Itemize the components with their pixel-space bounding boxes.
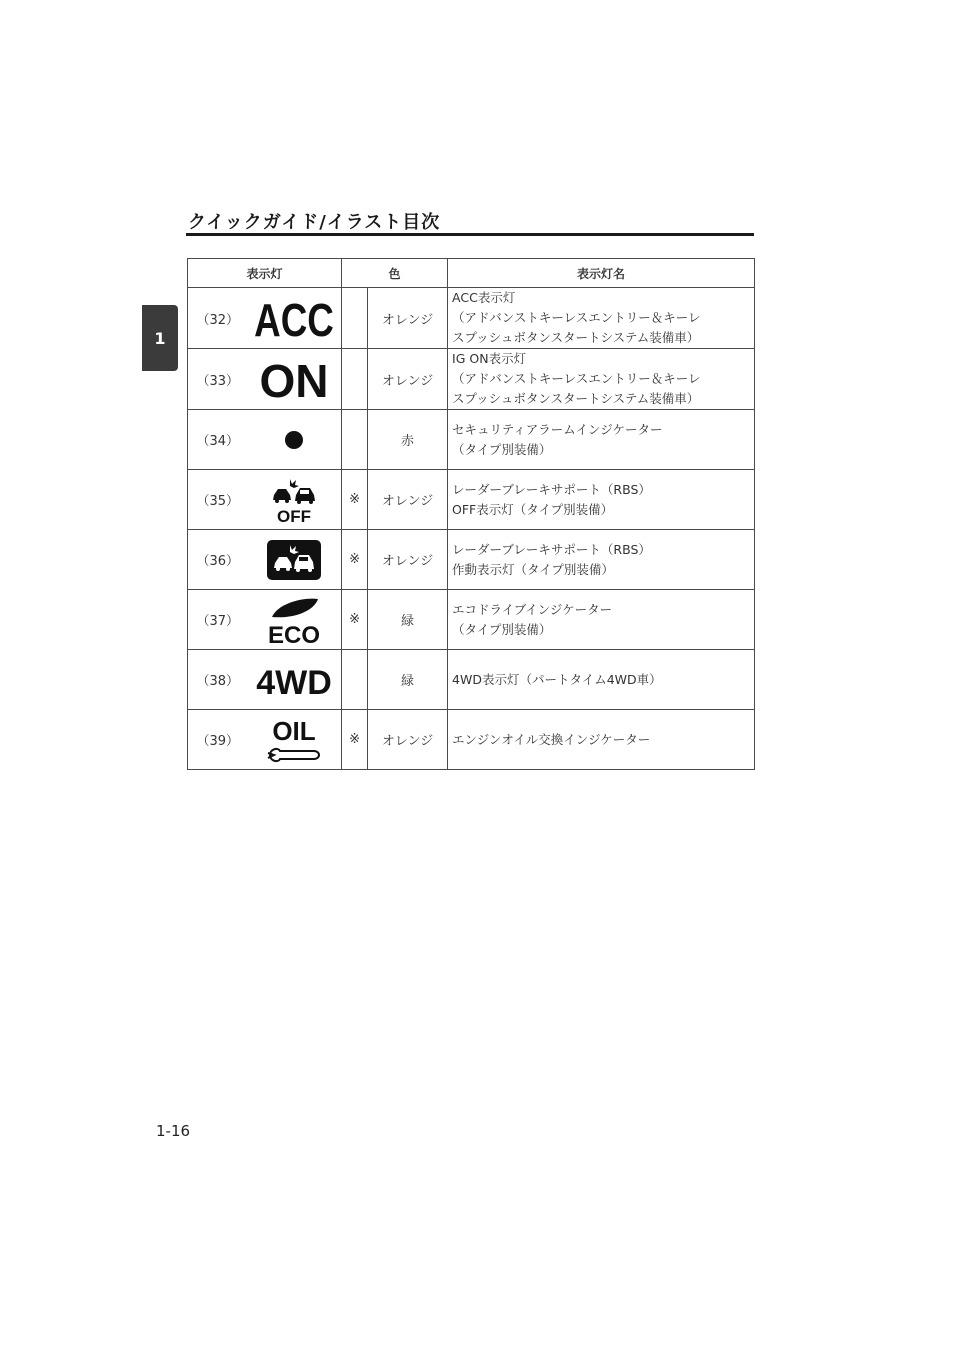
4wd-indicator-icon	[248, 650, 342, 710]
indicator-name-line: スプッシュボタンスタートシステム装備車）	[452, 391, 700, 406]
note-mark: ※	[342, 470, 368, 530]
indicator-name-line: レーダーブレーキサポート（RBS）	[452, 541, 651, 557]
oil-text: OIL	[272, 715, 316, 746]
indicator-name-line: （タイプ別装備）	[452, 621, 552, 637]
row-number: （39）	[188, 710, 248, 770]
acc-indicator-icon	[248, 288, 342, 349]
row-number: （35）	[188, 470, 248, 530]
indicator-name	[448, 349, 755, 410]
table-row	[188, 530, 755, 590]
indicator-name-line: スプッシュボタンスタートシステム装備車）	[452, 330, 700, 345]
indicator-name-line: セキュリティアラームインジケーター	[452, 421, 663, 437]
indicator-name	[448, 470, 755, 530]
indicator-name	[448, 710, 755, 770]
table-row	[188, 410, 755, 470]
table-row	[188, 710, 755, 770]
indicator-name-line: 4WD表示灯（パートタイム4WD車）	[452, 671, 662, 687]
indicator-name	[448, 530, 755, 590]
indicator-name-line: エコドライブインジケーター	[452, 601, 613, 617]
row-number: （34）	[188, 410, 248, 470]
chapter-tab: 1	[142, 305, 178, 371]
indicator-name-line: エンジンオイル交換インジケーター	[452, 731, 651, 747]
table-row	[188, 650, 755, 710]
rbs-off-indicator-icon	[248, 470, 342, 530]
note-mark	[342, 410, 368, 470]
indicator-name-line: ACC表示灯	[452, 290, 516, 305]
indicator-color: オレンジ	[368, 349, 448, 410]
table-header-row	[188, 259, 755, 288]
indicator-name-line: OFF表示灯（タイプ別装備）	[452, 501, 614, 517]
indicator-color: オレンジ	[368, 530, 448, 590]
rbs-operation-indicator-icon	[248, 530, 342, 590]
column-header-name: 表示灯名	[448, 259, 755, 288]
indicator-name	[448, 288, 755, 349]
indicator-color: オレンジ	[368, 470, 448, 530]
note-mark: ※	[342, 530, 368, 590]
indicator-name-line: （タイプ別装備）	[452, 441, 552, 457]
indicator-name-line: 作動表示灯（タイプ別装備）	[452, 561, 614, 577]
table-row	[188, 349, 755, 410]
on-indicator-icon	[248, 349, 342, 410]
indicator-name	[448, 650, 755, 710]
eco-text: ECO	[268, 621, 321, 649]
4wd-text: 4WD	[256, 663, 333, 702]
dot-indicator-icon	[248, 410, 342, 470]
table-row	[188, 288, 755, 349]
note-mark: ※	[342, 710, 368, 770]
row-number: （32）	[188, 288, 248, 349]
indicator-color: オレンジ	[368, 710, 448, 770]
table-row	[188, 470, 755, 530]
note-mark: ※	[342, 590, 368, 650]
acc-indicator-text: ACC	[254, 294, 335, 346]
table-row	[188, 590, 755, 650]
rbs-off-text: OFF	[277, 506, 312, 526]
indicator-name-line: （アドバンストキーレスエントリー＆キーレ	[452, 310, 701, 325]
indicator-name	[448, 410, 755, 470]
column-header-indicator: 表示灯	[188, 259, 342, 288]
indicator-name-line: IG ON表示灯	[452, 351, 527, 366]
note-mark	[342, 349, 368, 410]
indicator-name-line: （アドバンストキーレスエントリー＆キーレ	[452, 371, 701, 386]
row-number: （37）	[188, 590, 248, 650]
eco-drive-indicator-icon	[248, 590, 342, 650]
header-rule	[186, 233, 754, 236]
indicator-color: 緑	[368, 590, 448, 650]
indicator-color: オレンジ	[368, 288, 448, 349]
oil-change-indicator-icon	[248, 710, 342, 770]
row-number: （38）	[188, 650, 248, 710]
indicator-color: 赤	[368, 410, 448, 470]
on-indicator-text: ON	[259, 355, 329, 407]
indicator-name-line: レーダーブレーキサポート（RBS）	[452, 481, 651, 497]
column-header-color: 色	[342, 259, 448, 288]
row-number: （36）	[188, 530, 248, 590]
page-header-title: クイックガイド/イラスト目次	[188, 212, 441, 233]
note-mark	[342, 650, 368, 710]
page-number: 1-16	[156, 1122, 191, 1140]
indicator-color: 緑	[368, 650, 448, 710]
indicator-name	[448, 590, 755, 650]
indicator-table	[187, 258, 755, 770]
row-number: （33）	[188, 349, 248, 410]
note-mark	[342, 288, 368, 349]
